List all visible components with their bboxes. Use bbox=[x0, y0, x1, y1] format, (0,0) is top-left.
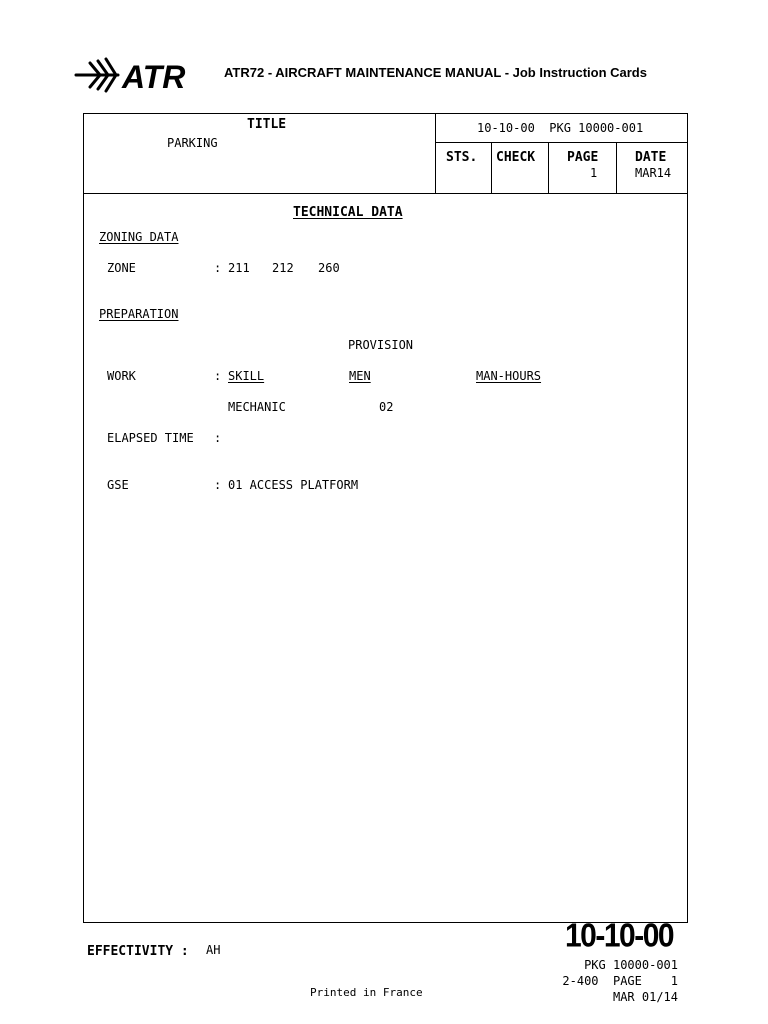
page-label: PAGE bbox=[567, 150, 599, 165]
skill-value: MECHANIC bbox=[228, 400, 286, 414]
check-label: CHECK bbox=[496, 150, 536, 165]
chapter-reference: 10-10-00 bbox=[565, 918, 674, 955]
zone-value: 260 bbox=[318, 261, 340, 275]
gse-label: GSE bbox=[107, 478, 129, 492]
zoning-data-heading: ZONING DATA bbox=[99, 230, 179, 244]
work-separator: : bbox=[214, 369, 222, 383]
gse-separator: : bbox=[214, 478, 222, 492]
date-value: MAR14 bbox=[635, 166, 672, 180]
zone-label: ZONE bbox=[107, 261, 136, 275]
preparation-heading: PREPARATION bbox=[99, 307, 179, 321]
ref-divider bbox=[435, 142, 688, 143]
elapsed-time-label: ELAPSED TIME bbox=[107, 431, 194, 445]
technical-data-heading: TECHNICAL DATA bbox=[293, 205, 403, 220]
footer-date: MAR 01/14 bbox=[612, 990, 678, 1004]
gse-value: 01 ACCESS PLATFORM bbox=[228, 478, 359, 492]
check-col-divider bbox=[548, 142, 549, 194]
effectivity-label: EFFECTIVITY : bbox=[87, 944, 189, 959]
work-label: WORK bbox=[107, 369, 136, 383]
page-col-divider bbox=[616, 142, 617, 194]
title-col-divider bbox=[435, 113, 436, 194]
men-value: 02 bbox=[379, 400, 394, 414]
footer-page: 2-400 PAGE 1 bbox=[562, 974, 678, 988]
skill-label: SKILL bbox=[228, 369, 265, 383]
card-reference: 10-10-00 PKG 10000-001 bbox=[477, 121, 644, 135]
sts-label: STS. bbox=[446, 150, 478, 165]
title-value: PARKING bbox=[167, 136, 218, 150]
elapsed-time-separator: : bbox=[214, 431, 222, 445]
printed-in-france: Printed in France bbox=[310, 986, 423, 999]
zone-value: 212 bbox=[272, 261, 294, 275]
page-value: 1 bbox=[590, 166, 598, 180]
zone-value: 211 bbox=[228, 261, 250, 275]
atr-logo bbox=[74, 55, 190, 95]
footer-pkg: PKG 10000-001 bbox=[584, 958, 678, 972]
manual-title: ATR72 - AIRCRAFT MAINTENANCE MANUAL - Job Instruction Cards bbox=[224, 65, 647, 80]
man-hours-label: MAN-HOURS bbox=[476, 369, 542, 383]
date-label: DATE bbox=[635, 150, 667, 165]
logo-text: ATR bbox=[122, 59, 186, 95]
header-divider bbox=[83, 193, 688, 194]
sts-col-divider bbox=[491, 142, 492, 194]
zone-separator: : bbox=[214, 261, 222, 275]
men-label: MEN bbox=[349, 369, 371, 383]
provision-label: PROVISION bbox=[348, 338, 414, 352]
effectivity-value: AH bbox=[206, 943, 221, 957]
title-label: TITLE bbox=[247, 117, 287, 132]
